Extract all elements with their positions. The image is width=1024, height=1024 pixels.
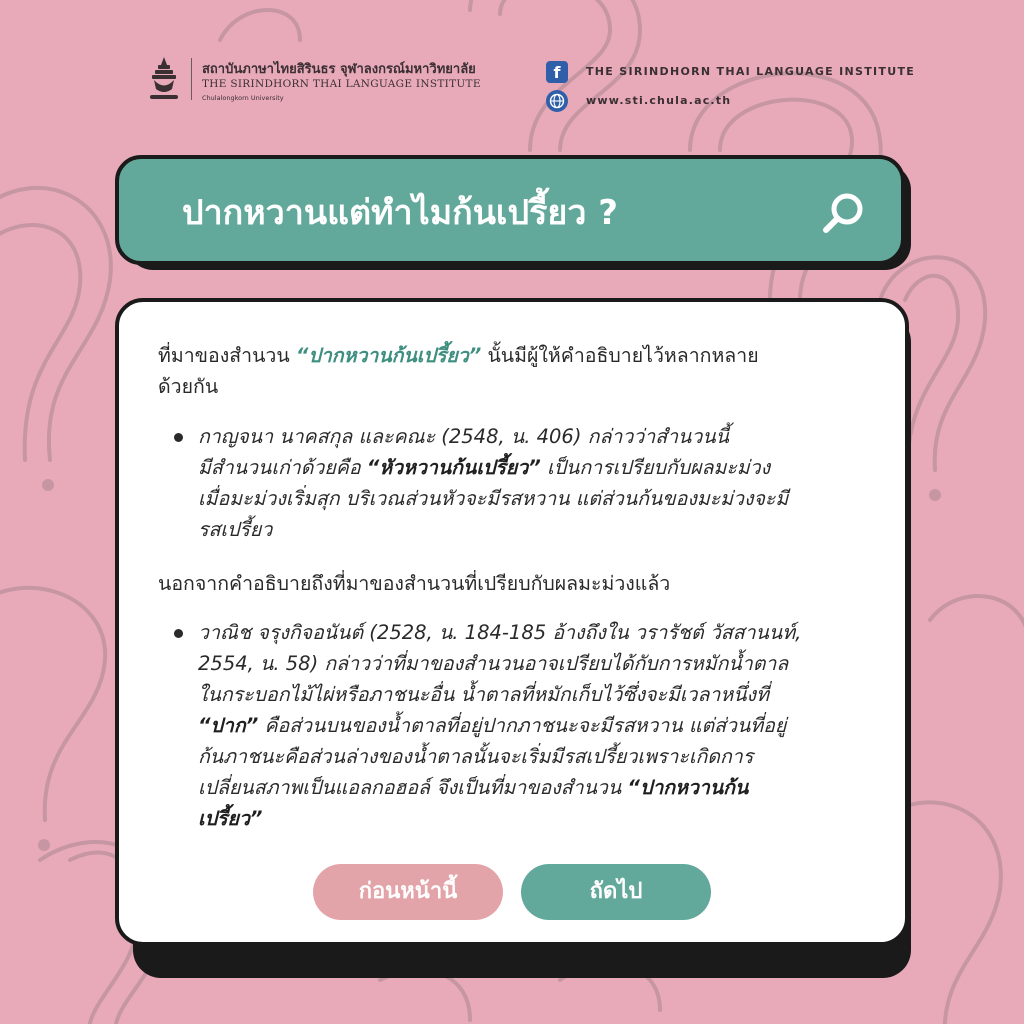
institute-name-english: THE SIRINDHORN THAI LANGUAGE INSTITUTE [202, 78, 481, 90]
previous-button[interactable]: ก่อนหน้านี้ [313, 864, 503, 920]
idiom-highlight: “ปากหวานก้นเปรี้ยว” [295, 344, 482, 367]
search-icon[interactable] [818, 188, 870, 240]
university-name: Chulalongkorn University [202, 94, 284, 102]
list-item: กาญจนา นาคสกุล และคณะ (2548, น. 406) กล่าวว่าสำนวนนี้ มีสำนวนเก่าด้วยคือ “หัวหวานก้นเปรี้ยว” เป็นการเปรียบกับผลมะม่วง เมื่อมะม่วงเริ่มสุก บริเวณส่วนหัวจะมีรสหวาน แต่ส่วนก้นของมะม่วงจะมี รสเปรี้ยว [198, 425, 789, 541]
facebook-icon[interactable]: f [546, 61, 568, 83]
header-divider [191, 58, 192, 100]
facebook-page-link[interactable]: THE SIRINDHORN THAI LANGUAGE INSTITUTE [586, 65, 916, 78]
list-item: วาณิช จรุงกิจอนันต์ (2528, น. 184-185 อ้างถึงใน วรารัชต์ วัสสานนท์, 2554, น. 58) กล่าวว่าที่มาของสำนวนอาจเปรียบได้กับการหมักน้ำตาล ในกระบอกไม้ไผ่หรือภาชนะอื่น น้ำตาลที่หมักเก็บไว้ซึ่งจะมีเวลาหนึ่งที่ “ปาก” คือส่วนบนของน้ำตาลที่อยู่ปากภาชนะจะมีรสหวาน แต่ส่วนที่อยู่ ก้นภาชนะคือส่วนล่างของน้ำตาลนั้นจะเริ่มมีรสเปรี้ยวเพราะเกิดการ เปลี่ยนสภาพเป็นแอลกอฮอล์ จึงเป็นที่มาของสำนวน “ปากหวานก้น เปรี้ยว” [198, 621, 802, 830]
intro-paragraph: ที่มาของสำนวน “ปากหวานก้นเปรี้ยว” นั้นมีผู้ให้คำอธิบายไว้หลากหลาย ด้วยกัน [158, 344, 759, 398]
globe-icon[interactable] [546, 90, 568, 112]
bullet-dot [174, 629, 183, 638]
search-query-text: ปากหวานแต่ทำไมก้นเปรี้ยว ? [182, 193, 618, 233]
institute-name-thai: สถาบันภาษาไทยสิรินธร จุฬาลงกรณ์มหาวิทยาลัย [202, 62, 476, 77]
next-button[interactable]: ถัดไป [521, 864, 711, 920]
transition-paragraph: นอกจากคำอธิบายถึงที่มาของสำนวนที่เปรียบกับผลมะม่วงแล้ว [158, 572, 671, 595]
website-link[interactable]: www.sti.chula.ac.th [586, 94, 732, 107]
bullet-dot [174, 433, 183, 442]
institute-emblem-icon [146, 55, 182, 103]
